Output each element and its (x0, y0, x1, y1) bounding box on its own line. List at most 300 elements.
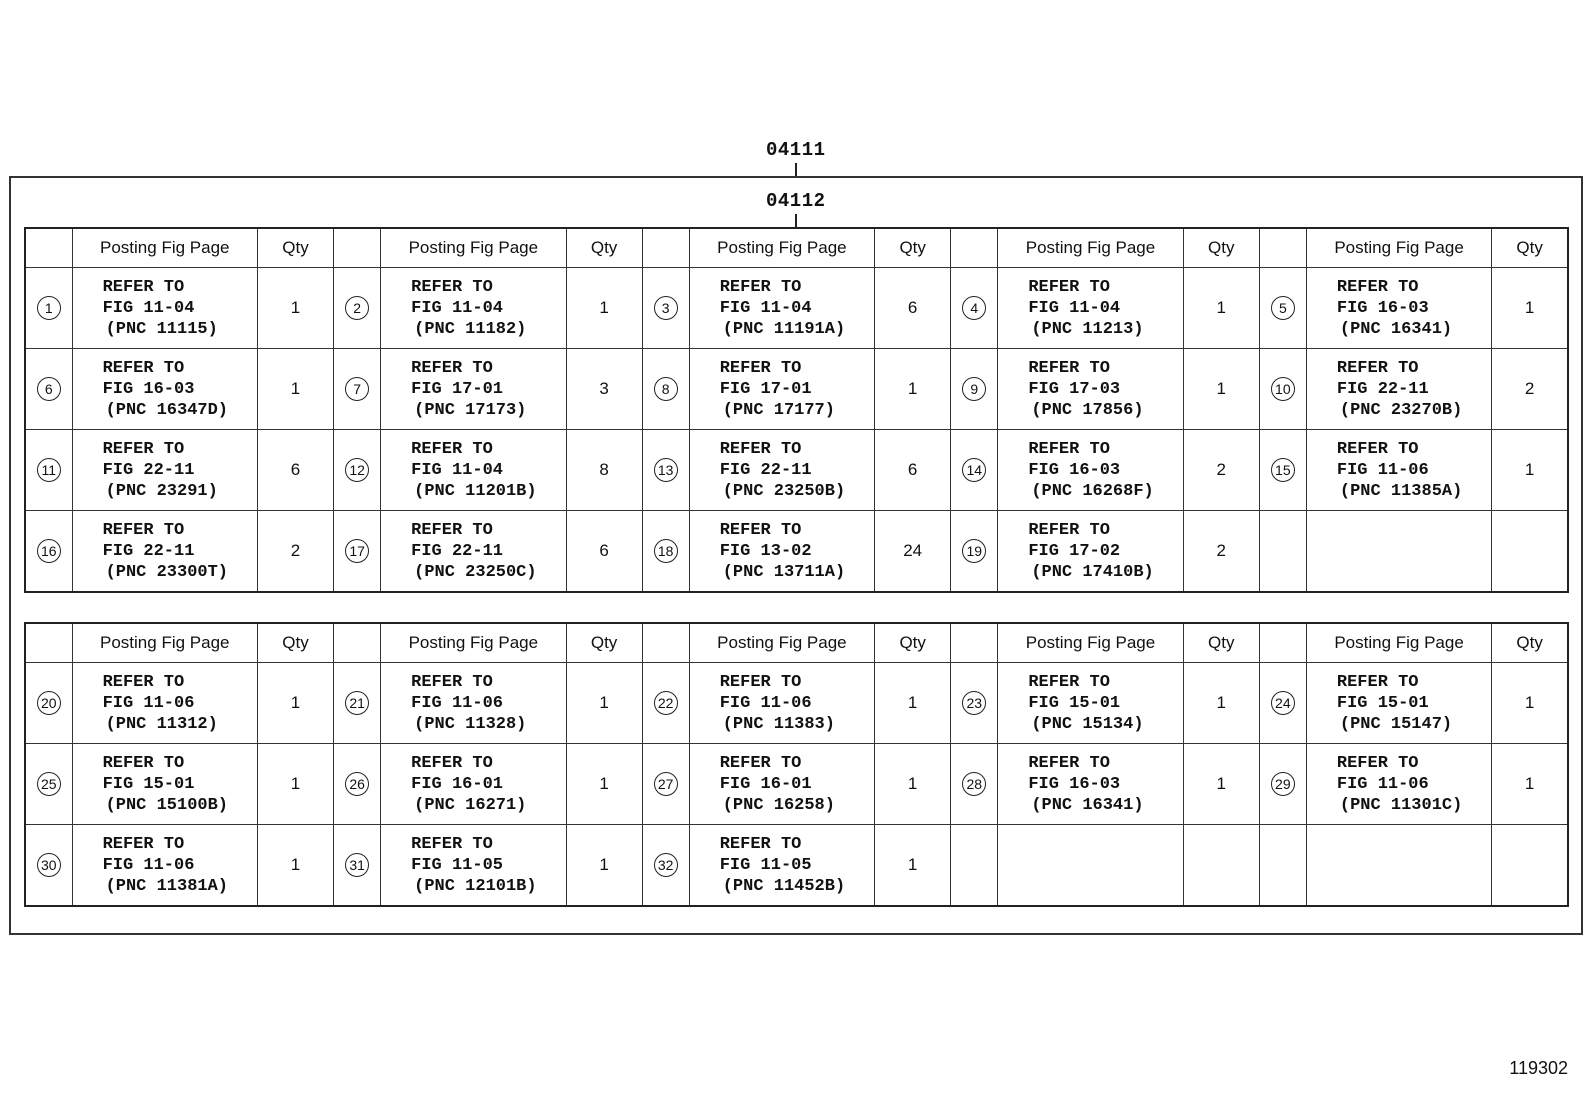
refer-to-text: REFER TO (411, 520, 493, 540)
pnc-reference: (PNC 17177) (722, 400, 835, 420)
quantity-cell (566, 663, 642, 744)
quantity-cell (1183, 663, 1259, 744)
refer-to-text: REFER TO (411, 277, 493, 297)
refer-to-text: REFER TO (719, 520, 802, 540)
item-number-cell (1259, 430, 1306, 511)
item-number-cell (334, 663, 381, 744)
circled-item-number: 16 (37, 539, 61, 563)
quantity-cell (1492, 511, 1568, 593)
fig-reference: FIG 22-11 (1336, 379, 1429, 399)
reference-cell (998, 268, 1183, 349)
pnc-reference: (PNC 23250B) (722, 481, 846, 501)
refer-to-text: REFER TO (1028, 277, 1110, 297)
item-number-cell (334, 511, 381, 593)
header-qty: Qty (566, 228, 642, 268)
reference-cell (381, 268, 566, 349)
fig-reference: FIG 11-04 (102, 298, 195, 318)
pnc-reference: (PNC 23291) (105, 481, 218, 501)
quantity-value: 1 (1524, 693, 1535, 712)
quantity-value: 1 (907, 774, 918, 793)
reference-cell (998, 430, 1183, 511)
fig-reference: FIG 11-04 (1028, 298, 1121, 318)
quantity-value: 24 (903, 541, 923, 560)
item-number-cell (951, 349, 998, 430)
pnc-reference: (PNC 17856) (1031, 400, 1144, 420)
header-qty: Qty (1183, 623, 1259, 663)
fig-reference: FIG 11-05 (411, 855, 503, 875)
reference-cell (1306, 663, 1491, 744)
circled-item-number: 17 (345, 539, 369, 563)
fig-reference: FIG 15-01 (102, 774, 195, 794)
circled-item-number: 26 (345, 772, 369, 796)
header-num-blank (951, 228, 998, 268)
fig-reference: FIG 16-03 (1336, 298, 1429, 318)
pnc-reference: (PNC 16271) (414, 795, 527, 815)
quantity-cell (257, 744, 333, 825)
item-number-cell (334, 349, 381, 430)
quantity-value: 1 (599, 855, 609, 874)
item-number-cell (642, 825, 689, 907)
quantity-cell (257, 268, 333, 349)
fig-reference: FIG 22-11 (719, 460, 812, 480)
pnc-reference: (PNC 11312) (105, 714, 218, 734)
item-number-cell (1259, 268, 1306, 349)
pnc-reference: (PNC 11182) (414, 319, 527, 339)
item-number-cell (1259, 744, 1306, 825)
circled-item-number: 23 (962, 691, 986, 715)
quantity-value: 2 (1524, 379, 1535, 398)
reference-cell (998, 511, 1183, 593)
quantity-cell (566, 744, 642, 825)
refer-to-text: REFER TO (1336, 277, 1419, 297)
item-number-cell (951, 268, 998, 349)
header-posting-fig-page: Posting Fig Page (1306, 623, 1491, 663)
refer-to-text: REFER TO (719, 439, 802, 459)
refer-to-text: REFER TO (1336, 753, 1419, 773)
reference-cell (72, 663, 257, 744)
fig-reference: FIG 17-02 (1028, 541, 1121, 561)
pnc-reference: (PNC 11301C) (1339, 795, 1463, 815)
header-row (25, 228, 1568, 268)
fig-reference: FIG 22-11 (411, 541, 503, 561)
reference-cell (689, 663, 874, 744)
circled-item-number: 10 (1271, 377, 1295, 401)
pnc-reference: (PNC 11328) (414, 714, 527, 734)
circled-item-number: 13 (654, 458, 678, 482)
refer-to-text: REFER TO (719, 753, 802, 773)
refer-to-text: REFER TO (102, 277, 185, 297)
item-number-cell (951, 430, 998, 511)
quantity-value: 1 (1216, 693, 1226, 712)
quantity-cell (257, 349, 333, 430)
fig-reference: FIG 13-02 (719, 541, 812, 561)
header-posting-fig-page: Posting Fig Page (72, 623, 257, 663)
refer-to-text: REFER TO (102, 834, 185, 854)
quantity-cell (875, 511, 951, 593)
pnc-reference: (PNC 16341) (1339, 319, 1453, 339)
quantity-cell (566, 430, 642, 511)
header-posting-fig-page: Posting Fig Page (689, 623, 874, 663)
table-row (25, 268, 1568, 349)
refer-to-text: REFER TO (1028, 520, 1110, 540)
quantity-cell (1492, 349, 1568, 430)
fig-reference: FIG 17-03 (1028, 379, 1121, 399)
quantity-cell (257, 430, 333, 511)
header-row (25, 623, 1568, 663)
item-number-cell (951, 744, 998, 825)
pnc-reference: (PNC 15134) (1031, 714, 1144, 734)
subassembly-label: 04112 (766, 190, 826, 212)
reference-cell (381, 511, 566, 593)
fig-reference: FIG 11-06 (1336, 460, 1429, 480)
fig-reference: FIG 16-03 (1028, 774, 1121, 794)
circled-item-number: 14 (962, 458, 986, 482)
item-number-cell (1259, 511, 1306, 593)
table-row (25, 744, 1568, 825)
reference-cell (998, 825, 1183, 907)
reference-cell (381, 663, 566, 744)
item-number-cell (334, 268, 381, 349)
circled-item-number: 1 (37, 296, 61, 320)
circled-item-number: 24 (1271, 691, 1295, 715)
pnc-reference: (PNC 16258) (722, 795, 835, 815)
circled-item-number: 3 (654, 296, 678, 320)
table-row (25, 511, 1568, 593)
quantity-value: 1 (1216, 379, 1226, 398)
quantity-value: 1 (1524, 774, 1535, 793)
reference-cell (72, 744, 257, 825)
header-qty: Qty (1492, 623, 1568, 663)
circled-item-number: 11 (37, 458, 61, 482)
quantity-cell (1183, 430, 1259, 511)
pnc-reference: (PNC 17410B) (1031, 562, 1154, 582)
subassembly-leader-line (795, 214, 797, 228)
quantity-value: 1 (290, 855, 301, 874)
header-posting-fig-page: Posting Fig Page (998, 228, 1183, 268)
header-num-blank (334, 623, 381, 663)
item-number-cell (951, 825, 998, 907)
quantity-value: 2 (1216, 460, 1226, 479)
refer-to-text: REFER TO (102, 672, 185, 692)
reference-cell (689, 744, 874, 825)
header-posting-fig-page: Posting Fig Page (998, 623, 1183, 663)
reference-cell (72, 349, 257, 430)
header-qty: Qty (566, 623, 642, 663)
circled-item-number: 25 (37, 772, 61, 796)
reference-cell (72, 430, 257, 511)
reference-cell (381, 349, 566, 430)
quantity-cell (1183, 268, 1259, 349)
quantity-cell (1492, 268, 1568, 349)
fig-reference: FIG 11-05 (719, 855, 812, 875)
table-row (25, 349, 1568, 430)
fig-reference: FIG 11-04 (719, 298, 812, 318)
quantity-value: 1 (1216, 298, 1226, 317)
circled-item-number: 6 (37, 377, 61, 401)
pnc-reference: (PNC 13711A) (722, 562, 846, 582)
header-num-blank (642, 228, 689, 268)
refer-to-text: REFER TO (411, 439, 493, 459)
refer-to-text: REFER TO (1336, 672, 1419, 692)
quantity-cell (875, 349, 951, 430)
fig-reference: FIG 16-01 (719, 774, 812, 794)
fig-reference: FIG 16-03 (1028, 460, 1121, 480)
fig-reference: FIG 15-01 (1336, 693, 1429, 713)
circled-item-number: 18 (654, 539, 678, 563)
quantity-cell (875, 825, 951, 907)
table-row (25, 430, 1568, 511)
fig-reference: FIG 17-01 (411, 379, 503, 399)
refer-to-text: REFER TO (102, 358, 185, 378)
quantity-cell (566, 825, 642, 907)
circled-item-number: 2 (345, 296, 369, 320)
item-number-cell (25, 430, 72, 511)
circled-item-number: 28 (962, 772, 986, 796)
refer-to-text: REFER TO (1336, 358, 1419, 378)
quantity-value: 6 (907, 460, 918, 479)
reference-cell (381, 430, 566, 511)
reference-cell (998, 744, 1183, 825)
item-number-cell (25, 511, 72, 593)
pnc-reference: (PNC 23250C) (414, 562, 537, 582)
circled-item-number: 8 (654, 377, 678, 401)
quantity-value: 1 (1524, 460, 1535, 479)
circled-item-number: 32 (654, 853, 678, 877)
header-posting-fig-page: Posting Fig Page (689, 228, 874, 268)
circled-item-number: 7 (345, 377, 369, 401)
table-row (25, 663, 1568, 744)
reference-cell (381, 825, 566, 907)
quantity-value: 1 (907, 693, 918, 712)
quantity-value: 1 (599, 693, 609, 712)
header-qty: Qty (257, 228, 333, 268)
header-qty: Qty (875, 623, 951, 663)
pnc-reference: (PNC 11381A) (105, 876, 228, 896)
header-num-blank (334, 228, 381, 268)
item-number-cell (642, 511, 689, 593)
quantity-cell (1492, 744, 1568, 825)
refer-to-text: REFER TO (719, 358, 802, 378)
quantity-value: 8 (599, 460, 609, 479)
quantity-value: 1 (599, 774, 609, 793)
refer-to-text: REFER TO (719, 277, 802, 297)
pnc-reference: (PNC 11191A) (722, 319, 846, 339)
quantity-value: 2 (290, 541, 301, 560)
refer-to-text: REFER TO (1336, 439, 1419, 459)
item-number-cell (1259, 663, 1306, 744)
parts-table-2 (24, 622, 1569, 907)
quantity-value: 2 (1216, 541, 1226, 560)
fig-reference: FIG 11-04 (411, 298, 503, 318)
pnc-reference: (PNC 16341) (1031, 795, 1144, 815)
drawing-number: 119302 (1509, 1058, 1568, 1078)
reference-cell (72, 268, 257, 349)
header-qty: Qty (1492, 228, 1568, 268)
quantity-cell (875, 663, 951, 744)
fig-reference: FIG 22-11 (102, 541, 195, 561)
quantity-cell (257, 511, 333, 593)
header-num-blank (25, 228, 72, 268)
header-num-blank (642, 623, 689, 663)
refer-to-text: REFER TO (1028, 358, 1110, 378)
item-number-cell (334, 825, 381, 907)
reference-cell (1306, 511, 1491, 593)
refer-to-text: REFER TO (102, 439, 185, 459)
reference-cell (1306, 430, 1491, 511)
quantity-value: 1 (290, 379, 301, 398)
fig-reference: FIG 11-06 (102, 855, 195, 875)
circled-item-number: 29 (1271, 772, 1295, 796)
quantity-cell (1492, 663, 1568, 744)
refer-to-text: REFER TO (411, 358, 493, 378)
reference-cell (998, 349, 1183, 430)
fig-reference: FIG 22-11 (102, 460, 195, 480)
item-number-cell (1259, 825, 1306, 907)
circled-item-number: 27 (654, 772, 678, 796)
header-qty: Qty (257, 623, 333, 663)
refer-to-text: REFER TO (719, 834, 802, 854)
header-qty: Qty (1183, 228, 1259, 268)
fig-reference: FIG 11-06 (102, 693, 195, 713)
pnc-reference: (PNC 23300T) (105, 562, 228, 582)
reference-cell (689, 430, 874, 511)
reference-cell (72, 825, 257, 907)
reference-cell (1306, 349, 1491, 430)
refer-to-text: REFER TO (411, 753, 493, 773)
pnc-reference: (PNC 11201B) (414, 481, 537, 501)
reference-cell (998, 663, 1183, 744)
header-num-blank (1259, 623, 1306, 663)
reference-cell (1306, 268, 1491, 349)
reference-cell (689, 268, 874, 349)
circled-item-number: 15 (1271, 458, 1295, 482)
item-number-cell (642, 268, 689, 349)
refer-to-text: REFER TO (411, 672, 493, 692)
quantity-cell (875, 430, 951, 511)
quantity-cell (1183, 744, 1259, 825)
circled-item-number: 30 (37, 853, 61, 877)
header-posting-fig-page: Posting Fig Page (72, 228, 257, 268)
header-num-blank (951, 623, 998, 663)
fig-reference: FIG 11-06 (719, 693, 812, 713)
circled-item-number: 31 (345, 853, 369, 877)
pnc-reference: (PNC 11452B) (722, 876, 846, 896)
fig-reference: FIG 16-01 (411, 774, 503, 794)
header-posting-fig-page: Posting Fig Page (1306, 228, 1491, 268)
quantity-value: 1 (907, 379, 918, 398)
reference-cell (381, 744, 566, 825)
quantity-cell (1183, 349, 1259, 430)
circled-item-number: 19 (962, 539, 986, 563)
item-number-cell (334, 430, 381, 511)
quantity-cell (1492, 825, 1568, 907)
pnc-reference: (PNC 15100B) (105, 795, 228, 815)
fig-reference: FIG 17-01 (719, 379, 812, 399)
quantity-value: 6 (599, 541, 609, 560)
assembly-leader-line (795, 163, 797, 177)
fig-reference: FIG 11-06 (1336, 774, 1429, 794)
reference-cell (689, 825, 874, 907)
assembly-label: 04111 (766, 139, 826, 161)
quantity-cell (257, 825, 333, 907)
circled-item-number: 20 (37, 691, 61, 715)
quantity-value: 3 (599, 379, 609, 398)
refer-to-text: REFER TO (411, 834, 493, 854)
header-posting-fig-page: Posting Fig Page (381, 623, 566, 663)
fig-reference: FIG 11-04 (411, 460, 503, 480)
quantity-value: 1 (907, 855, 918, 874)
pnc-reference: (PNC 23270B) (1339, 400, 1463, 420)
refer-to-text: REFER TO (102, 753, 185, 773)
pnc-reference: (PNC 11385A) (1339, 481, 1463, 501)
item-number-cell (25, 663, 72, 744)
quantity-cell (566, 349, 642, 430)
circled-item-number: 5 (1271, 296, 1295, 320)
pnc-reference: (PNC 11383) (722, 714, 835, 734)
refer-to-text: REFER TO (719, 672, 802, 692)
fig-reference: FIG 11-06 (411, 693, 503, 713)
parts-table-1 (24, 227, 1569, 593)
refer-to-text: REFER TO (1028, 753, 1110, 773)
item-number-cell (642, 663, 689, 744)
fig-reference: FIG 16-03 (102, 379, 195, 399)
quantity-value: 1 (290, 298, 301, 317)
reference-cell (689, 349, 874, 430)
quantity-value: 6 (907, 298, 918, 317)
pnc-reference: (PNC 15147) (1339, 714, 1453, 734)
quantity-cell (1183, 825, 1259, 907)
circled-item-number: 9 (962, 377, 986, 401)
reference-cell (689, 511, 874, 593)
item-number-cell (25, 268, 72, 349)
item-number-cell (25, 744, 72, 825)
header-qty: Qty (875, 228, 951, 268)
quantity-value: 1 (1524, 298, 1535, 317)
quantity-cell (875, 268, 951, 349)
fig-reference: FIG 15-01 (1028, 693, 1121, 713)
pnc-reference: (PNC 17173) (414, 400, 527, 420)
pnc-reference: (PNC 16268F) (1031, 481, 1154, 501)
pnc-reference: (PNC 12101B) (414, 876, 537, 896)
quantity-value: 1 (290, 693, 301, 712)
header-posting-fig-page: Posting Fig Page (381, 228, 566, 268)
pnc-reference: (PNC 11115) (105, 319, 218, 339)
pnc-reference: (PNC 11213) (1031, 319, 1144, 339)
quantity-value: 1 (1216, 774, 1226, 793)
circled-item-number: 4 (962, 296, 986, 320)
refer-to-text: REFER TO (102, 520, 185, 540)
quantity-cell (257, 663, 333, 744)
quantity-value: 1 (599, 298, 609, 317)
reference-cell (72, 511, 257, 593)
refer-to-text: REFER TO (1028, 672, 1110, 692)
quantity-value: 6 (290, 460, 301, 479)
item-number-cell (25, 349, 72, 430)
pnc-reference: (PNC 16347D) (105, 400, 228, 420)
header-num-blank (25, 623, 72, 663)
quantity-cell (566, 268, 642, 349)
reference-cell (1306, 825, 1491, 907)
item-number-cell (642, 349, 689, 430)
reference-cell (1306, 744, 1491, 825)
item-number-cell (642, 430, 689, 511)
quantity-cell (566, 511, 642, 593)
quantity-cell (1492, 430, 1568, 511)
item-number-cell (951, 511, 998, 593)
circled-item-number: 21 (345, 691, 369, 715)
quantity-value: 1 (290, 774, 301, 793)
circled-item-number: 22 (654, 691, 678, 715)
